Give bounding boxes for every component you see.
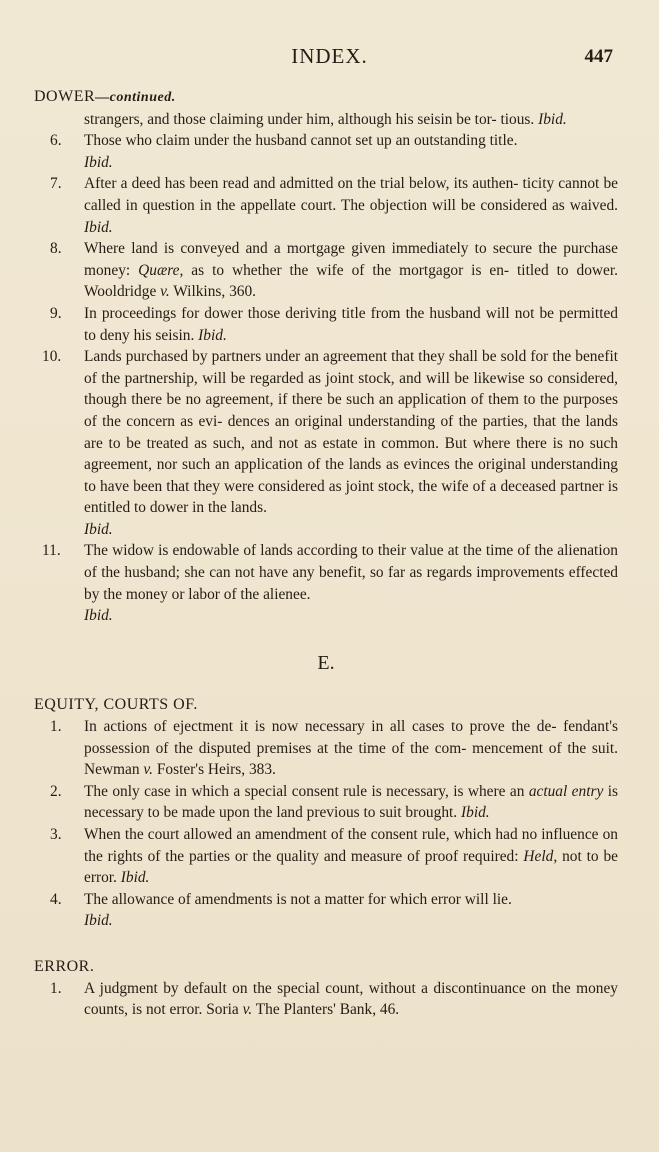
entry-number: 2. [50, 782, 62, 800]
entry-text: A judgment by default on the special count, without a discontinuance on the money counts, is not error. Soria [84, 979, 618, 1019]
entry-number: 7. [50, 175, 62, 193]
dower-entry-11 [34, 540, 618, 626]
dower-entry-7 [34, 173, 618, 238]
section-heading-equity: EQUITY, COURTS OF. [34, 696, 198, 714]
entry-number: 1. [50, 979, 62, 997]
citation: Ibid. [84, 218, 113, 236]
equity-entry-3 [34, 824, 618, 889]
page-number: 447 [584, 46, 613, 67]
dower-heading: DOWER [34, 88, 96, 105]
citation: Ibid. [84, 607, 113, 625]
dower-continued-entry [34, 109, 618, 131]
versus: v. [242, 1001, 253, 1019]
entry-text: The widow is endowable of lands according to their value at the time of the alienation of the husband; she can not have any benefit, so far as regards improvements effected by the money or labor of the alienee. [84, 542, 618, 603]
entry-number: 10. [42, 348, 62, 366]
dower-entry-9 [34, 303, 618, 346]
page-header [0, 44, 659, 74]
case-citation: The Planters' Bank, 46. [255, 1001, 400, 1019]
entry-text: as to whether the wife of the mortgagor is en- titled to dower. Wooldridge [84, 261, 618, 301]
entry-number: 1. [50, 718, 62, 736]
entry-number: 9. [50, 304, 62, 322]
entry-text: Where land is conveyed and a mortgage given immediately to secure the purchase money: [84, 240, 618, 279]
entry-text: Lands purchased by partners under an agreement that they shall be sold for the benefit of the partnership, will be regarded as joint stock, and will be likewise so considered, though there be no agreement, if there be such an application of them to the purposes of the concern as evi- dences an original understanding of the parties, that the lands are to be treated as such, and not as estate in common. But where there is no such agreement, nor such an application of the lands as evinces the original understanding to have been that they were considered as joint stock, the wife of a deceased partner is entitled to dower in the lands. [84, 348, 618, 517]
case-citation: Wilkins, 360. [173, 283, 257, 301]
citation: Ibid. [84, 520, 113, 538]
entry-text: The only case in which a special consent rule is necessary, is where an [84, 782, 525, 800]
citation: Ibid. [461, 804, 490, 822]
entry-number: 6. [50, 132, 62, 150]
equity-entry-4 [34, 889, 618, 932]
entry-text: Those who claim under the husband cannot set up an outstanding title. [84, 132, 518, 150]
case-citation: Foster's Heirs, 383. [156, 761, 276, 779]
error-entry-1 [34, 978, 618, 1021]
entry-number: 11. [42, 542, 61, 560]
dower-entry-6 [34, 130, 618, 173]
citation: Ibid. [84, 912, 113, 930]
citation: Ibid. [198, 326, 227, 344]
actual-entry-term: actual entry [528, 782, 604, 800]
citation: Ibid. [120, 869, 150, 887]
entry-number: 8. [50, 240, 62, 258]
entry-text: The allowance of amendments is not a matter for which error will lie. [84, 890, 512, 908]
entry-number: 4. [50, 890, 62, 908]
entry-text: After a deed has been read and admitted on the trial below, its authen- ticity cannot be called in question in the appellate court. The objection will be considered as waived. [84, 175, 618, 214]
entry-text: not to be error. [84, 847, 618, 887]
citation: Ibid. [538, 110, 567, 128]
entry-text: When the court allowed an amendment of the consent rule, which had no influence on the rights of the parties or the quality and measure of proof required: [84, 826, 618, 865]
entry-number: 3. [50, 826, 62, 843]
section-heading-error: ERROR. [34, 957, 95, 975]
section-heading-dower [34, 86, 618, 109]
citation: Ibid. [84, 153, 113, 171]
entry-text: In proceedings for dower those deriving title from the husband will not be permitted to deny his seisin. [84, 304, 618, 344]
entry-text: is necessary to be made upon the land previous to suit brought. [84, 782, 618, 822]
versus: v. [143, 761, 153, 779]
entry-text: strangers, and those claiming under him, although his seisin be tor- tious. [84, 110, 535, 128]
dower-entry-8 [34, 238, 618, 303]
held-term: Held, [523, 847, 558, 865]
entry-text: In actions of ejectment it is now necessary in all cases to prove the de- fendant's possession of the disputed premises at the time of the com- mencement of the suit. Newman [84, 718, 618, 779]
equity-entry-2 [34, 781, 618, 824]
page-title: INDEX. [291, 44, 368, 68]
index-content [34, 86, 618, 1021]
dower-entry-10 [34, 346, 618, 540]
section-letter-e: E. [317, 651, 335, 674]
quaere-term: Quære, [138, 261, 184, 279]
versus: v. [160, 283, 170, 301]
continued-label: —continued. [95, 90, 176, 105]
equity-entry-1 [34, 716, 618, 781]
